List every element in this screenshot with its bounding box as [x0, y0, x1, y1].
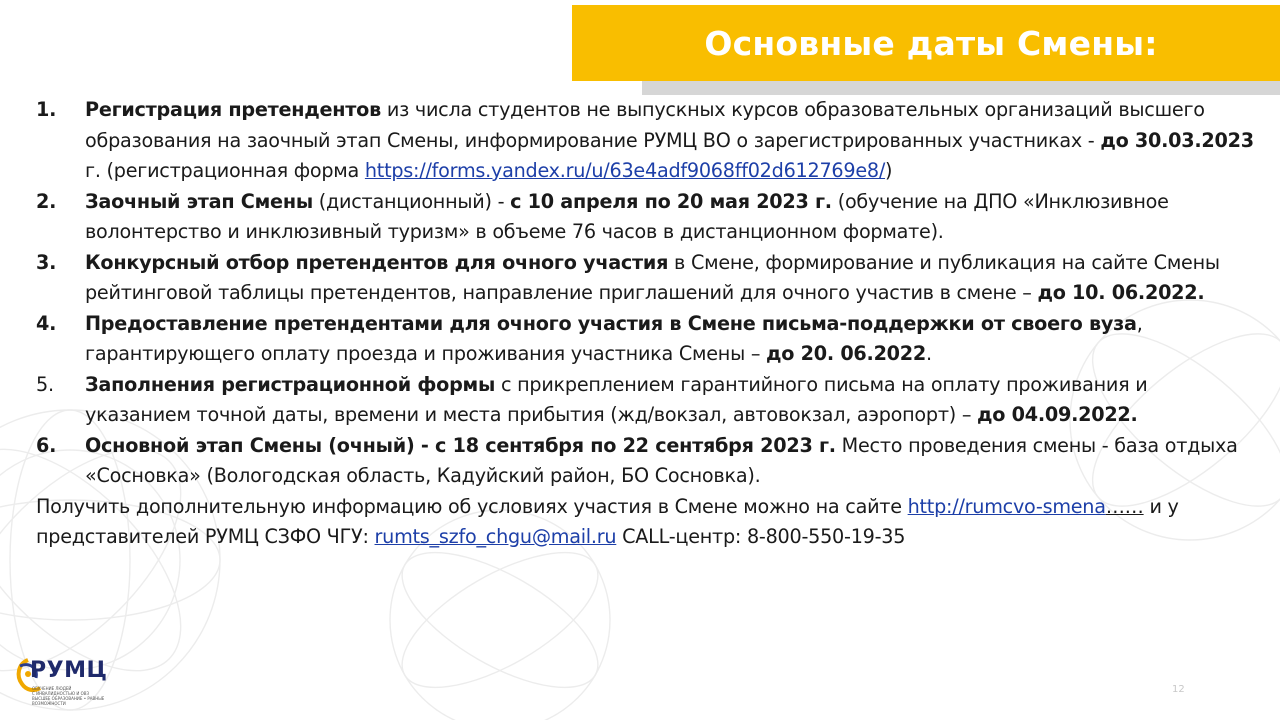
- text-run: г. (регистрационная форма: [85, 159, 365, 182]
- title-banner-shadow: [642, 81, 1280, 95]
- item-text: [85, 98, 1254, 182]
- list-item: [36, 95, 1256, 187]
- bold-text: с 10 апреля по 20 мая 2023 г.: [510, 189, 832, 213]
- bold-text: Конкурсный отбор претендентов для очного участия: [85, 250, 669, 274]
- title-banner: [572, 5, 1280, 81]
- text-run: CALL-центр: 8-800-550-19-35: [616, 525, 906, 548]
- bold-text: Регистрация претендентов: [85, 98, 381, 121]
- bold-text: Основной этап Смены (очный) - с 18 сентября по 22 сентября 2023 г.: [85, 433, 836, 457]
- text-run: и у представителей РУМЦ СЗФО ЧГУ:: [36, 494, 1179, 548]
- text-run: Место проведения смены - база отдыха «Сосновка» (Вологодская область, Кадуйский район, БО Сосновка).: [85, 433, 1238, 487]
- logo-subtitle: ОБУЧЕНИЕ ЛЮДЕЙ С ИНВАЛИДНОСТЬЮ И ОВЗ ВЫСШЕЕ ОБРАЗОВАНИЕ • РАВНЫЕ ВОЗМОЖНОСТИ: [32, 686, 105, 706]
- list-item: [36, 187, 1256, 248]
- text-run: (дистанционный) -: [312, 189, 511, 213]
- list-item: [36, 309, 1256, 370]
- link[interactable]: rumts_szfo_chgu@mail.ru: [374, 525, 617, 548]
- text-run: ): [885, 159, 893, 182]
- link[interactable]: https://forms.yandex.ru/u/63e4adf9068ff02d612769e8/: [364, 159, 886, 182]
- logo-name: РУМЦ: [30, 658, 108, 683]
- item-number: 3.: [36, 250, 57, 274]
- text-run: (обучение на ДПО «Инклюзивное волонтерство и инклюзивный туризм» в объеме 76 часов в дистанционном формате).: [85, 189, 1169, 243]
- text-run: ……: [1105, 494, 1144, 518]
- item-text: [85, 251, 1220, 305]
- item-number: 1.: [36, 98, 57, 121]
- text-run: , гарантирующего оплату проезда и проживания участника Смены –: [85, 311, 1143, 365]
- list-item: [36, 370, 1256, 431]
- bold-text: Предоставление претендентами для очного участия в Смене письма-поддержки от своего вуза: [85, 311, 1137, 335]
- page-number: 12: [1172, 684, 1185, 695]
- text-run: Получить дополнительную информацию об условиях участия в Смене можно на сайте: [36, 494, 908, 518]
- bold-text: Заочный этап Смены: [85, 189, 313, 213]
- text-run: из числа студентов не выпускных курсов образовательных организаций высшего образования на заочный этап Смены, информирование РУМЦ ВО о зарегистрированных участниках -: [85, 98, 1205, 152]
- dates-list: [36, 95, 1256, 553]
- text-run: в Смене, формирование и публикация на сайте Смены рейтинговой таблицы претендентов, направление приглашений для очного участив в смене –: [85, 250, 1220, 304]
- item-number: 4.: [36, 311, 57, 335]
- item-number: 5.: [36, 372, 54, 396]
- item-text: [85, 190, 1169, 244]
- contact-info: [36, 492, 1256, 553]
- bold-text: до 20. 06.2022: [766, 342, 926, 365]
- link[interactable]: http://rumcvo-smena: [907, 494, 1106, 518]
- item-number: 6.: [36, 433, 57, 457]
- bold-text: Заполнения регистрационной формы: [85, 372, 496, 396]
- slide-title: Основные даты Смены:: [704, 23, 1158, 63]
- item-text: [85, 434, 1238, 488]
- list-item: [36, 248, 1256, 309]
- item-number: 2.: [36, 189, 57, 213]
- bold-text: до 30.03.2023: [1100, 128, 1254, 152]
- item-text: [85, 373, 1147, 427]
- bold-text: до 04.09.2022.: [977, 403, 1138, 426]
- item-text: [85, 312, 1143, 366]
- text-run: .: [925, 342, 932, 365]
- text-run: с прикреплением гарантийного письма на оплату проживания и указанием точной даты, времени и места прибытия (жд/вокзал, автовокзал, аэропорт) –: [85, 372, 1148, 426]
- bold-text: до 10. 06.2022.: [1037, 281, 1205, 304]
- list-item: [36, 431, 1256, 492]
